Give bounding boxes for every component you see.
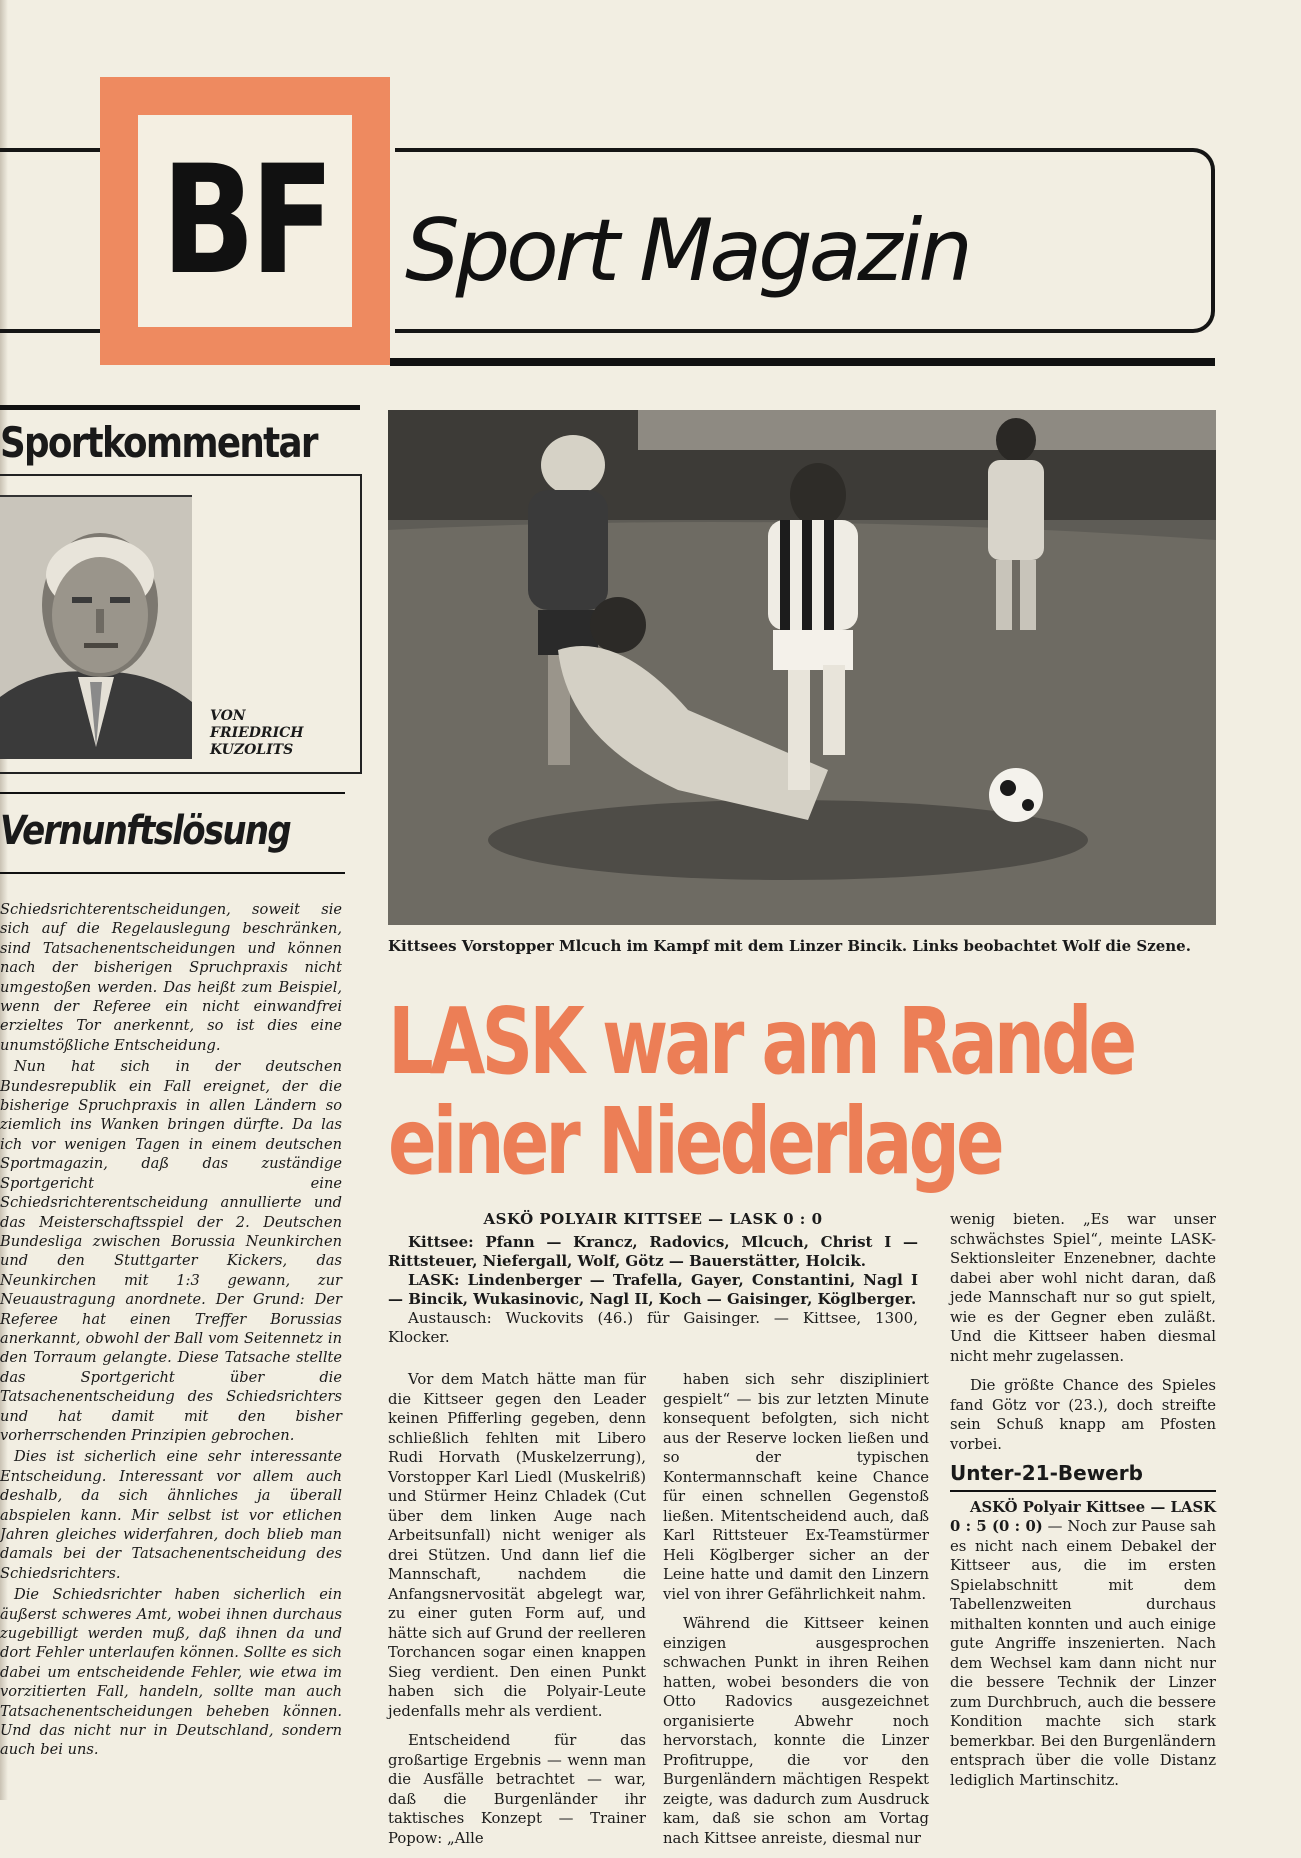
match-photo bbox=[388, 410, 1216, 925]
commentary-headline: Vernunftslösung bbox=[0, 808, 291, 854]
lineup-kittsee: Kittsee: Pfann — Krancz, Radovics, Mlcuch, Christ I — Rittsteuer, Niefergall, Wolf, Götz — Bauerstätter, Holcik. bbox=[388, 1233, 918, 1270]
match-info bbox=[388, 1210, 918, 1347]
commentary-paragraph: Nun hat sich in der deutschen Bundesrepublik ein Fall ereignet, der die bisherige Spruchpraxis in allen Ländern so ziemlich ins Wanken bringen dürfte. Da las ich vor wenigen Tagen in einem deutschen Sportmagazin, daß das zuständige Sportgericht eine Schiedsrichterentscheidung annullierte und das Meisterschaftsspiel der 2. Deutschen Bundesliga zwischen Borussia Neunkirchen und den Stuttgarter Kickers, das Neunkirchen mit 1:3 gewann, zur Neuaustragung anordnete. Der Grund: Der Referee hat einen Treffer Borussias anerkannt, obwohl der Ball vom Seitennetz in den Torraum gelangte. Diese Tatsache stellte das Sportgericht über die Tatsachenentscheidung des Schiedsrichters und hat damit mit den bisher vorherrschenden Prinzipien gebrochen. bbox=[0, 1058, 342, 1444]
match-photo-illustration bbox=[388, 410, 1216, 925]
commentary-paragraph: Schiedsrichterentscheidungen, soweit sie sich auf die Regelauslegung beschränken, sind Tatsachenentscheidungen und können nach der bisherigen Spruchpraxis nicht umgestoßen werden. Das heißt zum Beispiel, wenn der Referee ein nicht einwandfrei erzieltes Tor anerkennt, so ist dies eine unumstößliche Entscheidung. bbox=[0, 901, 342, 1054]
commentary-paragraph: Dies ist sicherlich eine sehr interessante Entscheidung. Interessant vor allem auch deshalb, da sich ähnliches ja überall abspielen kann. Mir selbst ist vor etlichen Jahren gleiches widerfahren, doch blieb man damals bei der Tatsachenentscheidung des Schiedsrichters. bbox=[0, 1448, 342, 1582]
subhead-rule bbox=[950, 1490, 1216, 1492]
byline-von: VON bbox=[210, 708, 246, 724]
article-paragraph: wenig bieten. „Es war unser schwächstes Spiel“, meinte LASK-Sektionsleiter Enzenebner, dachte dabei aber wohl nicht daran, daß jede Mannschaft nur so gut spielt, wie es der Gegner eben zuläßt. Und die Kittseer haben diesmal nicht mehr zugelassen. bbox=[950, 1211, 1216, 1365]
byline-last-name: KUZOLITS bbox=[210, 742, 294, 758]
byline-first-name: FRIEDRICH bbox=[210, 725, 304, 741]
lineup-lask: LASK: Lindenberger — Trafella, Gayer, Constantini, Nagl I — Bincik, Wukasinovic, Nagl II, Koch — Gaisinger, Köglberger. bbox=[388, 1271, 918, 1308]
subhead-u21: Unter-21-Bewerb bbox=[950, 1461, 1143, 1485]
article-paragraph: Die größte Chance des Spieles fand Götz vor (23.), doch streifte sein Schuß knapp am Pfosten vorbei. bbox=[950, 1377, 1216, 1453]
match-title: ASKÖ POLYAIR KITTSEE — LASK 0 : 0 bbox=[483, 1210, 823, 1228]
commentary-mid-rule bbox=[0, 792, 345, 794]
masthead-frame-left bbox=[0, 148, 100, 333]
commentary-low-rule bbox=[0, 872, 345, 874]
substitution: Austausch: Wuckovits (46.) für Gaisinger. — Kittsee, 1300, Klocker. bbox=[388, 1309, 918, 1346]
masthead-rule bbox=[390, 358, 1215, 366]
masthead-title: Sport Magazin bbox=[405, 201, 969, 301]
portrait-illustration bbox=[0, 497, 192, 759]
bf-logo bbox=[100, 77, 390, 365]
photo-caption: Kittsees Vorstopper Mlcuch im Kampf mit dem Linzer Bincik. Links beobachtet Wolf die Szene. bbox=[388, 937, 1191, 955]
article-column-a bbox=[388, 1370, 646, 1858]
article-paragraph: haben sich sehr diszipliniert gespielt“ — bis zur letzten Minute konsequent befolgten, sich nicht aus der Reserve locken ließen und so der typischen Kontermannschaft keine Chance für einen schnellen Gegenstoß ließen. Mitentscheidend auch, daß Karl Rittsteuer Ex-Teamstürmer Heli Köglberger sicher an der Leine hatte und damit den Linzern viel von ihrer Gefährlichkeit nahm. bbox=[663, 1371, 929, 1603]
headline-line-1: LASK war am Rande bbox=[388, 988, 1134, 1095]
bf-logo-text: BF bbox=[161, 134, 329, 308]
bf-logo-inner bbox=[138, 115, 352, 327]
commentary-section-title: Sportkommentar bbox=[0, 418, 317, 467]
article-column-b bbox=[663, 1370, 929, 1858]
u21-report bbox=[950, 1498, 1216, 1791]
article-paragraph: Während die Kittseer keinen einzigen ausgesprochen schwachen Punkt in ihren Reihen hatten, wobei besonders die von Otto Radovics ausgezeichnet organisierte Abwehr noch hervorstach, konnte die Linzer Profitruppe, die vor den Burgenländern mächtigen Respekt zeigte, was dadurch zum Ausdruck kam, daß sie schon am Vortag nach Kittsee anreiste, diesmal nur bbox=[663, 1615, 929, 1847]
u21-lead: ASKÖ Polyair Kittsee — LASK 0 : 5 (0 : 0) bbox=[950, 1498, 1216, 1535]
commentary-top-rule bbox=[0, 405, 360, 410]
article-paragraph: Vor dem Match hätte man für die Kittseer gegen den Leader keinen Pfifferling gegeben, denn schließlich fehlten mit Libero Rudi Horvath (Muskelzerrung), Vorstopper Karl Liedl (Muskelriß) und Stürmer Heinz Chladek (Cut über dem linken Auge nach Arbeitsunfall) nicht weniger als drei Stützen. Und dann lief die Mannschaft, nachdem die Anfangsnervosität abgelegt war, zu einer guten Form auf, und hätte sich auf Grund der reelleren Torchancen sogar einen knappen Sieg verdient. Den einen Punkt haben sich die Polyair-Leute jedenfalls mehr als verdient. bbox=[388, 1371, 646, 1720]
commentary-body bbox=[0, 900, 342, 1762]
article-paragraph: Entscheidend für das großartige Ergebnis — wenn man die Ausfälle betrachtet — war, daß die Burgenländer ihr taktisches Konzept — Trainer Popow: „Alle bbox=[388, 1732, 646, 1847]
commentary-paragraph: Die Schiedsrichter haben sicherlich ein äußerst schweres Amt, wobei ihnen durchaus zugebilligt werden muß, daß ihnen da und dort Fehler unterlaufen können. Sollte es sich dabei um entscheidende Fehler, wie etwa im vorzitierten Fall, handeln, sollte man auch Tatsachenentscheidungen beheben können. Und das nicht nur in Deutschland, sondern auch bei uns. bbox=[0, 1586, 342, 1759]
author-portrait bbox=[0, 495, 192, 757]
article-column-c bbox=[950, 1210, 1216, 1800]
author-byline bbox=[210, 708, 304, 759]
u21-text: — Noch zur Pause sah es nicht nach einem Debakel der Kittseer aus, die im ersten Spielabschnitt mit dem Tabellenzweiten durchaus mithalten konnten und auch einige gute Angriffe inszenierten. Nach dem Wechsel kam dann nicht nur die bessere Technik der Linzer zum Durchbruch, auch die bessere Kondition machte sich stark bemerkbar. Bei den Burgenländern entsprach über die volle Distanz lediglich Martinschitz. bbox=[950, 1518, 1216, 1789]
headline-line-2: einer Niederlage bbox=[388, 1088, 1001, 1195]
main-headline bbox=[388, 988, 1134, 1195]
